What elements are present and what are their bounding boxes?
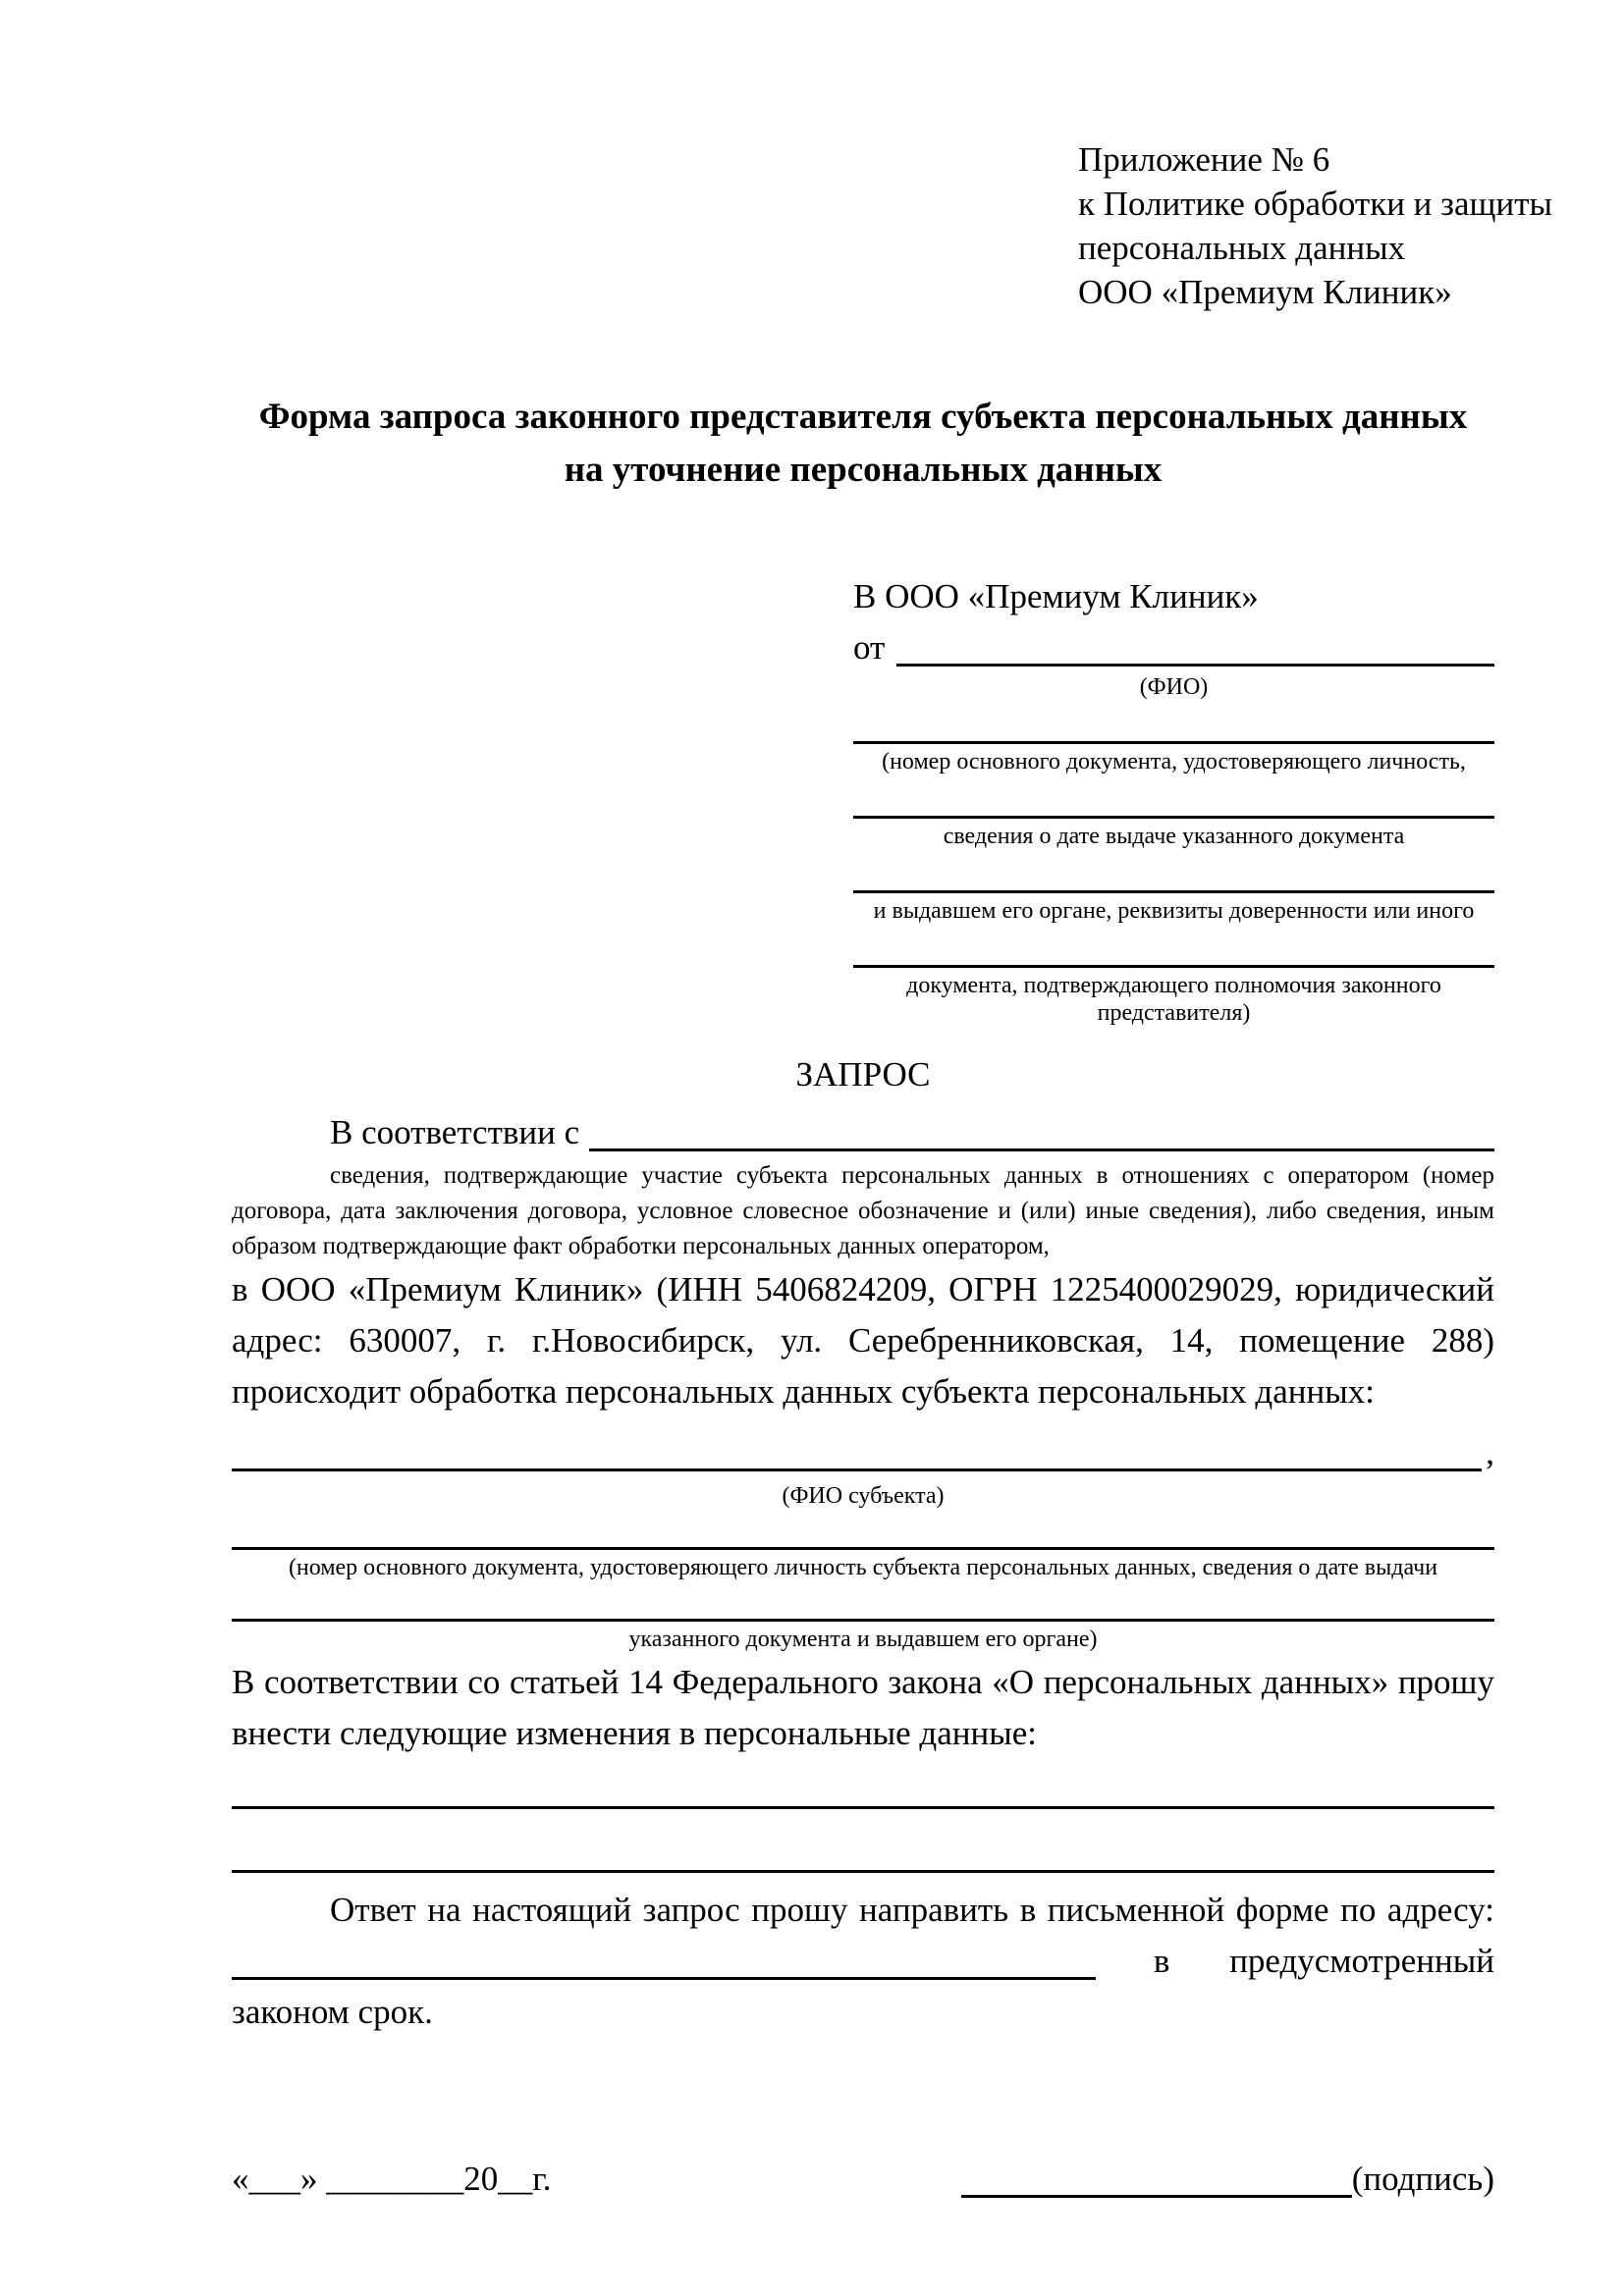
- trailing-comma: ,: [1486, 1433, 1494, 1471]
- annex-header: [1078, 137, 1553, 314]
- representative-fio-blank-line[interactable]: [896, 664, 1494, 667]
- subject-doc-blank-line-2[interactable]: [232, 1619, 1494, 1622]
- blank-line[interactable]: [853, 890, 1494, 893]
- representative-doc-blank-4: [853, 965, 1494, 1027]
- changes-blank-line-1[interactable]: [232, 1806, 1494, 1809]
- reply-address-blank-line[interactable]: [232, 1977, 1096, 1980]
- basis-footnote: сведения, подтверждающие участие субъекта персональных данных в отношениях с оператором (номер договора, дата заключения договора, условное словесное обозначение и (или) иные сведения), либо сведения, иным образом подтверждающие факт обработки персональных данных оператором,: [232, 1162, 1494, 1259]
- blank-line[interactable]: [853, 816, 1494, 819]
- reply-line-3: законом срок.: [232, 1993, 433, 2031]
- addressee-block: [853, 571, 1494, 1027]
- addressee-to: В ООО «Премиум Клиник»: [853, 577, 1259, 615]
- subject-fio-blank-line[interactable]: [232, 1468, 1482, 1471]
- reply-line-1: Ответ на настоящий запрос прошу направить в письменной форме по адресу:: [330, 1891, 1494, 1929]
- blank-line[interactable]: [853, 965, 1494, 968]
- opening-label: В соответствии с: [330, 1113, 580, 1151]
- opening-row: [232, 1107, 1494, 1158]
- operator-paragraph: в ООО «Премиум Клиник» (ИНН 5406824209, ОГРН 1225400029029, юридический адрес: 630007, г. г.Новосибирск, ул. Серебренниковская, 14, помещение 288) происходит обработка персональных данных субъекта персональных данных:: [232, 1270, 1494, 1411]
- blank-line[interactable]: [853, 741, 1494, 744]
- signature-blank-line[interactable]: [961, 2195, 1352, 2198]
- reply-line-2-text: в предусмотренный: [1153, 1942, 1494, 1980]
- basis-blank-line[interactable]: [589, 1148, 1494, 1151]
- request-heading: ЗАПРОС: [795, 1055, 931, 1094]
- signature-caption: (подпись): [1351, 2160, 1494, 2198]
- date-line: «___» ________20__г.: [232, 2160, 552, 2198]
- blank-caption: документа, подтверждающего полномочия законного представителя): [906, 973, 1441, 1026]
- subject-doc-blank-line-1[interactable]: [232, 1547, 1494, 1550]
- signature-group: [961, 2154, 1494, 2205]
- annex-line: персональных данных: [1078, 229, 1406, 267]
- document-title-line1: Форма запроса законного представителя субъекта персональных данных: [258, 397, 1468, 437]
- subject-fio-caption: (ФИО субъекта): [782, 1483, 945, 1509]
- document-title: [232, 391, 1494, 497]
- representative-doc-blank-2: [853, 816, 1494, 850]
- subject-doc-caption-1: (номер основного документа, удостоверяющего личность субъекта персональных данных, сведения о дате выдачи: [288, 1555, 1438, 1580]
- blank-caption: сведения о дате выдаче указанного документа: [943, 824, 1405, 849]
- document-title-line2: на уточнение персональных данных: [564, 450, 1163, 490]
- representative-doc-blank-3: [853, 890, 1494, 925]
- blank-caption: и выдавшем его органе, реквизиты доверенности или иного: [873, 898, 1475, 924]
- fio-caption: (ФИО): [1139, 674, 1209, 700]
- footer-row: [232, 2154, 1494, 2205]
- blank-caption: (номер основного документа, удостоверяющего личность,: [882, 749, 1466, 774]
- annex-line: к Политике обработки и защиты: [1078, 185, 1553, 223]
- subject-doc-caption-2: указанного документа и выдавшем его органе): [628, 1627, 1098, 1652]
- representative-doc-blank-1: [853, 741, 1494, 775]
- subject-fio-row: [232, 1427, 1494, 1478]
- annex-line: Приложение № 6: [1078, 140, 1330, 179]
- law-paragraph: В соответствии со статьей 14 Федерального закона «О персональных данных» прошу внести следующие изменения в персональные данные:: [232, 1663, 1494, 1752]
- from-row: [853, 622, 1494, 673]
- changes-blank-line-2[interactable]: [232, 1870, 1494, 1873]
- reply-line-2: [232, 1936, 1494, 1987]
- annex-line: ООО «Премиум Клиник»: [1078, 273, 1452, 311]
- from-label: от: [853, 628, 886, 667]
